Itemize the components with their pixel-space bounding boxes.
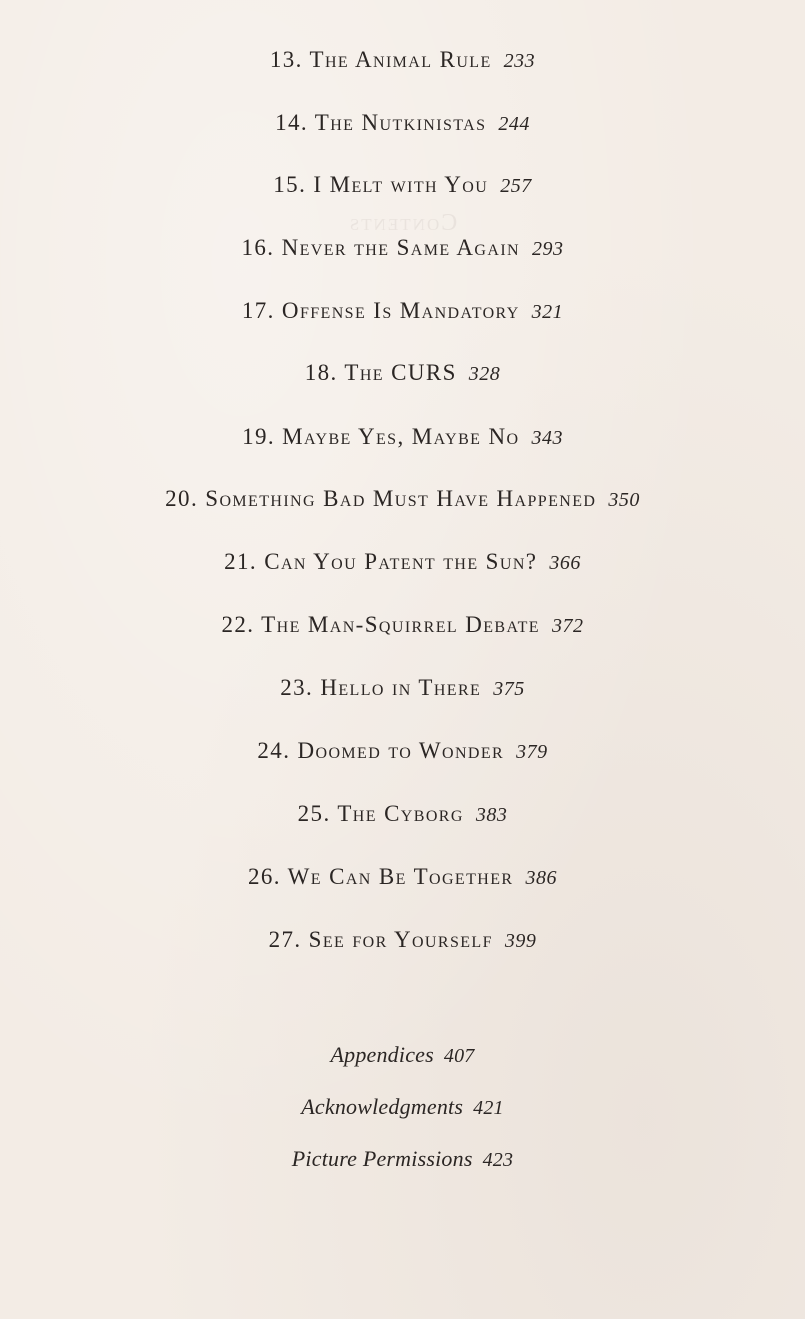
chapter-title: 23. Hello in There xyxy=(280,675,482,700)
toc-entry xyxy=(0,736,805,767)
toc-entry xyxy=(0,484,805,515)
chapter-page-number: 379 xyxy=(516,741,548,763)
chapter-title: 20. Something Bad Must Have Happened xyxy=(165,486,597,511)
chapter-page-number: 244 xyxy=(498,113,530,135)
chapter-page-number: 343 xyxy=(531,427,563,449)
back-matter-page-number: 423 xyxy=(482,1149,514,1171)
toc-entry xyxy=(0,422,805,453)
toc-entry xyxy=(0,296,805,327)
chapter-page-number: 375 xyxy=(493,678,525,700)
chapter-page-number: 366 xyxy=(549,552,581,574)
chapter-title: 21. Can You Patent the Sun? xyxy=(224,549,538,574)
chapter-page-number: 350 xyxy=(608,489,640,511)
back-matter-entry xyxy=(0,1040,805,1071)
chapter-page-number: 293 xyxy=(532,238,564,260)
chapter-title: 22. The Man-Squirrel Debate xyxy=(221,612,540,637)
toc-entry xyxy=(0,862,805,893)
toc-entry xyxy=(0,925,805,956)
chapter-page-number: 383 xyxy=(475,804,508,826)
back-matter-entry xyxy=(0,1092,805,1123)
chapter-title: 25. The Cyborg xyxy=(297,801,464,826)
back-matter-entry xyxy=(0,1144,805,1175)
show-through-text: Contents xyxy=(347,210,458,236)
chapter-title: 13. The Animal Rule xyxy=(269,47,492,72)
chapter-page-number: 321 xyxy=(531,301,564,323)
chapter-title: 19. Maybe Yes, Maybe No xyxy=(242,424,520,449)
chapter-title: 17. Offense Is Mandatory xyxy=(241,298,520,323)
back-matter-title: Picture Permissions xyxy=(291,1146,473,1171)
chapter-page-number: 328 xyxy=(468,363,501,385)
chapter-title: 24. Doomed to Wonder xyxy=(257,738,505,763)
toc-entry xyxy=(0,610,805,641)
toc-entry xyxy=(0,233,805,264)
toc-entry xyxy=(0,45,805,76)
chapter-page-number: 233 xyxy=(503,50,536,72)
chapter-page-number: 399 xyxy=(504,930,537,952)
toc-entry xyxy=(0,108,805,139)
back-matter-title: Appendices xyxy=(330,1042,434,1067)
chapter-title: 15. I Melt with You xyxy=(273,172,489,197)
chapter-title: 14. The Nutkinistas xyxy=(275,110,487,135)
chapter-title: 18. The CURS xyxy=(304,360,457,385)
toc-entry xyxy=(0,170,805,201)
chapter-page-number: 257 xyxy=(500,175,532,197)
chapter-page-number: 372 xyxy=(551,615,584,637)
chapter-page-number: 386 xyxy=(525,867,557,889)
chapter-title: 16. Never the Same Again xyxy=(241,235,520,260)
back-matter-title: Acknowledgments xyxy=(301,1094,464,1119)
toc-entry xyxy=(0,673,805,704)
toc-entry xyxy=(0,358,805,389)
chapter-title: 27. See for Yourself xyxy=(268,927,493,952)
back-matter-page-number: 407 xyxy=(443,1045,475,1067)
toc-entry xyxy=(0,799,805,830)
back-matter-page-number: 421 xyxy=(473,1097,504,1119)
chapter-title: 26. We Can Be Together xyxy=(248,864,514,889)
toc-entry xyxy=(0,547,805,578)
